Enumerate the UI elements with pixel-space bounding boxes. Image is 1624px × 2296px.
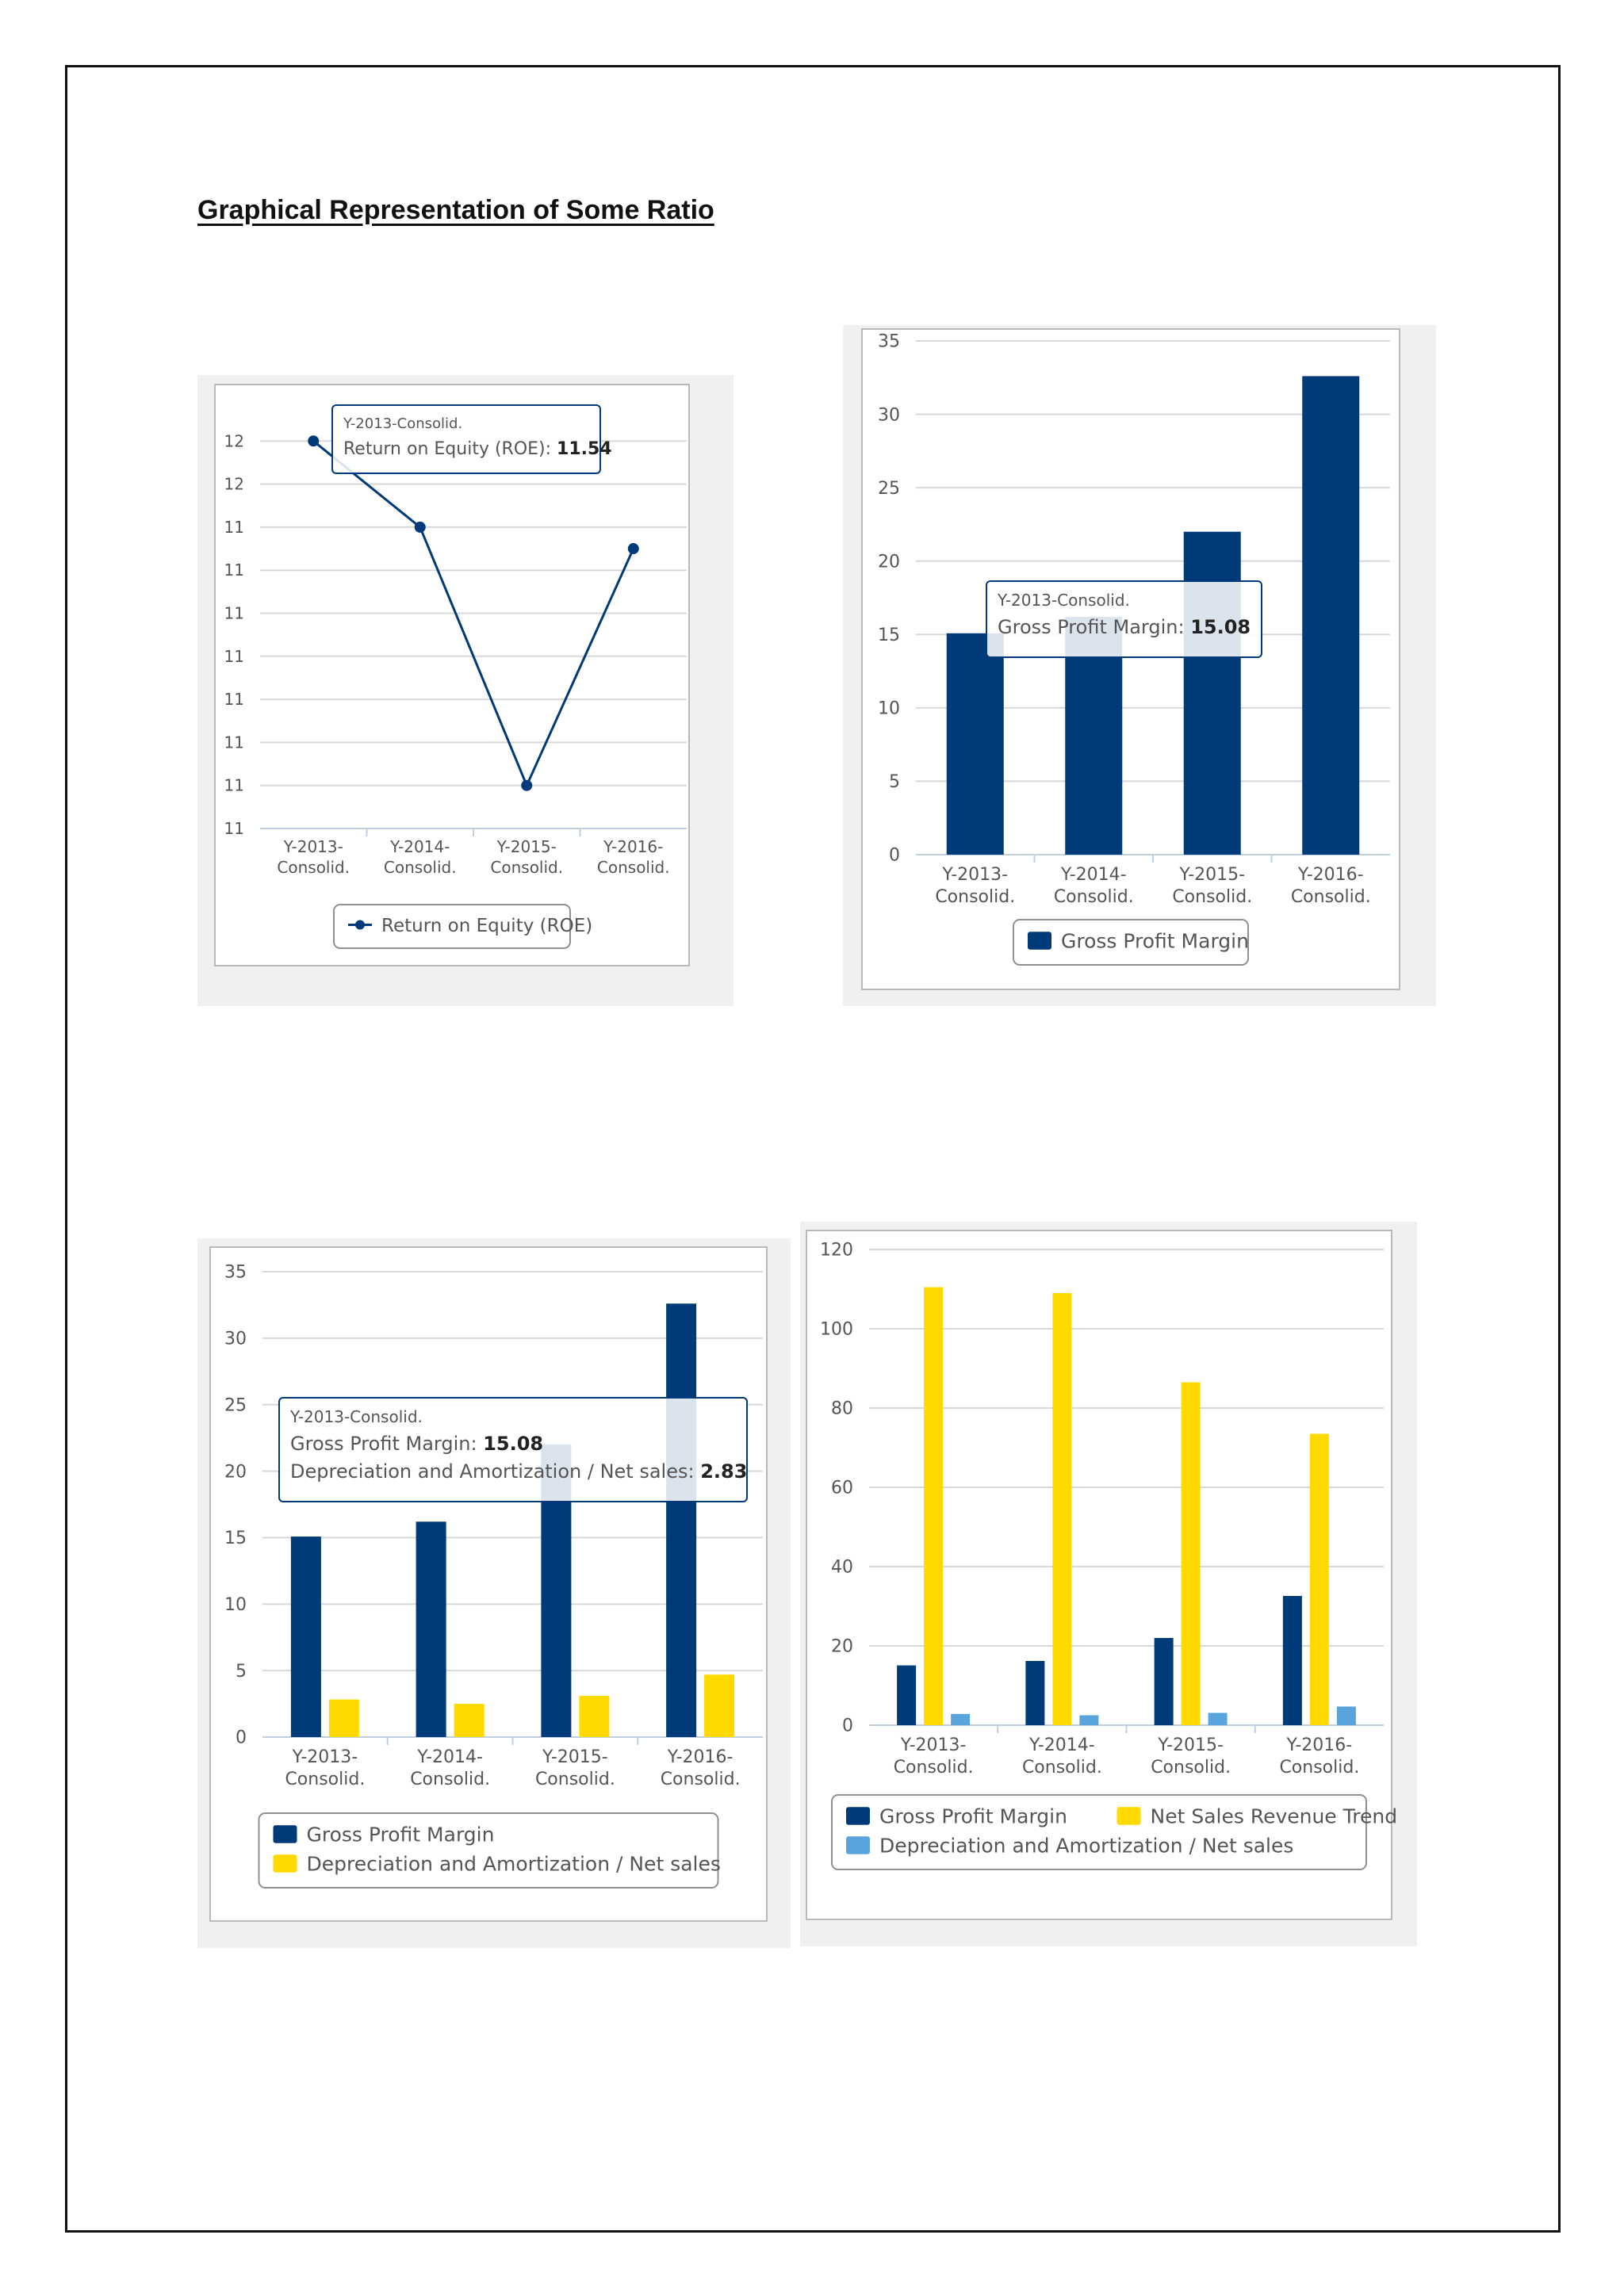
x-tick-label: Consolid. bbox=[410, 1770, 491, 1789]
bar-gross-profit-margin bbox=[1155, 1638, 1174, 1725]
legend-label-gross-profit-margin: Gross Profit Margin bbox=[306, 1823, 495, 1846]
tooltip-category: Y-2013-Consolid. bbox=[998, 591, 1130, 610]
x-tick-label: Consolid. bbox=[534, 1770, 615, 1789]
bar-gross-profit-margin bbox=[416, 1521, 446, 1737]
x-tick-label: Consolid. bbox=[490, 858, 564, 877]
legend-swatch bbox=[846, 1807, 870, 1825]
x-tick-label: Consolid. bbox=[1151, 1758, 1231, 1777]
x-tick-label: Consolid. bbox=[935, 887, 1016, 907]
bar-depreciation-and-amortization-net-sales bbox=[1208, 1713, 1228, 1726]
legend-swatch bbox=[1028, 932, 1051, 950]
legend-label-depreciation-and-amortization-net-sales: Depreciation and Amortization / Net sales bbox=[879, 1834, 1294, 1858]
gpm-depreciation-chart-panel bbox=[197, 1238, 791, 1948]
x-tick-label: Y-2013- bbox=[292, 1747, 358, 1767]
y-tick-label: 80 bbox=[831, 1399, 853, 1419]
roe-data-point bbox=[521, 780, 532, 791]
y-tick-label: 0 bbox=[889, 845, 900, 866]
x-tick-label: Consolid. bbox=[660, 1770, 741, 1789]
y-tick-label: 20 bbox=[878, 552, 900, 572]
bar-net-sales-revenue-trend bbox=[1182, 1383, 1201, 1726]
roe-data-point bbox=[415, 522, 426, 533]
x-tick-label: Y-2016- bbox=[1286, 1735, 1353, 1755]
y-tick-label: 11 bbox=[224, 561, 244, 580]
legend-swatch bbox=[274, 1825, 297, 1843]
y-tick-label: 40 bbox=[831, 1557, 853, 1578]
y-tick-label: 100 bbox=[820, 1319, 853, 1340]
y-tick-label: 11 bbox=[224, 819, 244, 838]
bar-net-sales-revenue-trend bbox=[1052, 1293, 1071, 1725]
x-tick-label: Consolid. bbox=[383, 858, 457, 877]
gpm-depreciation-bar-chart bbox=[197, 1238, 791, 1948]
tooltip-series-label: Gross Profit Margin: 15.08 bbox=[998, 616, 1251, 638]
tooltip-series-label: Return on Equity (ROE): 11.54 bbox=[343, 439, 612, 459]
three-series-bar-chart bbox=[800, 1222, 1417, 1946]
x-tick-label: Consolid. bbox=[285, 1770, 366, 1789]
legend-label-depreciation-and-amortization-net-sales: Depreciation and Amortization / Net sales bbox=[306, 1852, 721, 1876]
x-tick-label: Consolid. bbox=[1279, 1758, 1360, 1777]
bar-net-sales-revenue-trend bbox=[924, 1288, 943, 1726]
legend-swatch bbox=[274, 1854, 297, 1873]
y-tick-label: 11 bbox=[224, 517, 244, 537]
bar-gross-profit-margin bbox=[1283, 1596, 1302, 1725]
y-tick-label: 20 bbox=[224, 1462, 247, 1483]
x-tick-label: Y-2015- bbox=[496, 837, 557, 856]
legend-label-net-sales-revenue-trend: Net Sales Revenue Trend bbox=[1150, 1804, 1398, 1828]
x-tick-label: Consolid. bbox=[1021, 1758, 1102, 1777]
x-tick-label: Consolid. bbox=[893, 1758, 974, 1777]
x-tick-label: Y-2014- bbox=[1060, 865, 1127, 885]
x-tick-label: Y-2016- bbox=[603, 837, 664, 856]
x-tick-label: Y-2013- bbox=[942, 865, 1009, 885]
tooltip-category: Y-2013-Consolid. bbox=[343, 415, 463, 432]
y-tick-label: 30 bbox=[224, 1329, 247, 1349]
x-tick-label: Y-2015- bbox=[542, 1747, 608, 1767]
bar-depreciation-and-amortization-net-sales bbox=[329, 1700, 359, 1737]
x-tick-label: Y-2016- bbox=[1297, 865, 1364, 885]
y-tick-label: 5 bbox=[889, 772, 900, 793]
tooltip-series-label: Gross Profit Margin: 15.08 bbox=[290, 1433, 544, 1455]
tooltip-value: 2.83 bbox=[700, 1460, 748, 1483]
y-tick-label: 15 bbox=[224, 1529, 247, 1549]
bar-net-sales-revenue-trend bbox=[1310, 1434, 1329, 1726]
legend-swatch bbox=[1117, 1807, 1141, 1825]
bar-depreciation-and-amortization-net-sales bbox=[579, 1696, 609, 1737]
three-series-chart-panel bbox=[800, 1222, 1417, 1946]
y-tick-label: 10 bbox=[878, 698, 900, 719]
x-tick-label: Y-2015- bbox=[1179, 865, 1246, 885]
tooltip-value: 15.08 bbox=[483, 1433, 544, 1455]
legend-label-gross-profit-margin: Gross Profit Margin bbox=[1061, 929, 1249, 953]
bar-depreciation-and-amortization-net-sales bbox=[454, 1704, 485, 1737]
y-tick-label: 60 bbox=[831, 1478, 853, 1498]
roe-chart-panel bbox=[197, 375, 733, 1006]
x-tick-label: Consolid. bbox=[596, 858, 670, 877]
y-tick-label: 0 bbox=[236, 1728, 247, 1748]
y-tick-label: 12 bbox=[224, 474, 244, 494]
y-tick-label: 0 bbox=[842, 1716, 853, 1736]
x-tick-label: Y-2015- bbox=[1158, 1735, 1224, 1755]
bar-depreciation-and-amortization-net-sales bbox=[1337, 1707, 1356, 1726]
tooltip-value: 11.54 bbox=[557, 439, 612, 459]
x-tick-label: Y-2013- bbox=[900, 1735, 967, 1755]
bar-gross-profit-margin bbox=[291, 1536, 321, 1737]
x-tick-label: Consolid. bbox=[1172, 887, 1253, 907]
legend-swatch bbox=[846, 1836, 870, 1854]
y-tick-label: 120 bbox=[820, 1240, 853, 1261]
y-tick-label: 25 bbox=[878, 478, 900, 499]
y-tick-label: 35 bbox=[224, 1262, 247, 1283]
gross-profit-margin-bar-chart bbox=[843, 325, 1436, 1006]
bar-depreciation-and-amortization-net-sales bbox=[951, 1714, 970, 1725]
y-tick-label: 15 bbox=[878, 625, 900, 645]
tooltip-value: 15.08 bbox=[1190, 616, 1251, 638]
roe-data-point bbox=[308, 435, 319, 446]
y-tick-label: 20 bbox=[831, 1636, 853, 1657]
x-tick-label: Consolid. bbox=[277, 858, 350, 877]
tooltip-series-label: Depreciation and Amortization / Net sales: 2.83 bbox=[290, 1460, 748, 1483]
y-tick-label: 11 bbox=[224, 603, 244, 623]
bar-depreciation-and-amortization-net-sales bbox=[704, 1674, 734, 1737]
x-tick-label: Y-2013- bbox=[283, 837, 343, 856]
legend-swatch-marker bbox=[355, 920, 365, 930]
y-tick-label: 11 bbox=[224, 690, 244, 710]
x-tick-label: Consolid. bbox=[1053, 887, 1134, 907]
x-tick-label: Y-2014- bbox=[390, 837, 450, 856]
x-tick-label: Y-2016- bbox=[667, 1747, 733, 1767]
tooltip-category: Y-2013-Consolid. bbox=[290, 1407, 423, 1426]
x-tick-label: Consolid. bbox=[1290, 887, 1371, 907]
legend-label-gross-profit-margin: Gross Profit Margin bbox=[879, 1804, 1067, 1828]
bar-gross-profit-margin bbox=[897, 1666, 916, 1725]
y-tick-label: 25 bbox=[224, 1395, 247, 1416]
x-tick-label: Y-2014- bbox=[417, 1747, 483, 1767]
bar-gross-profit-margin bbox=[947, 633, 1004, 855]
x-tick-label: Y-2014- bbox=[1029, 1735, 1095, 1755]
y-tick-label: 12 bbox=[224, 431, 244, 451]
legend-label-return-on-equity-roe: Return on Equity (ROE) bbox=[381, 915, 593, 936]
bar-gross-profit-margin bbox=[1302, 376, 1359, 855]
gross-profit-margin-chart-panel bbox=[843, 325, 1436, 1006]
y-tick-label: 35 bbox=[878, 331, 900, 352]
page-title: Graphical Representation of Some Ratio bbox=[197, 195, 714, 225]
y-tick-label: 5 bbox=[236, 1661, 247, 1682]
bar-gross-profit-margin bbox=[666, 1303, 696, 1737]
roe-line-chart bbox=[197, 375, 733, 1006]
bar-gross-profit-margin bbox=[1025, 1661, 1044, 1725]
y-tick-label: 10 bbox=[224, 1594, 247, 1615]
bar-gross-profit-margin bbox=[1184, 532, 1241, 855]
y-tick-label: 30 bbox=[878, 405, 900, 426]
bar-depreciation-and-amortization-net-sales bbox=[1079, 1716, 1098, 1726]
y-tick-label: 11 bbox=[224, 775, 244, 795]
y-tick-label: 11 bbox=[224, 646, 244, 666]
roe-data-point bbox=[628, 543, 639, 554]
y-tick-label: 11 bbox=[224, 733, 244, 752]
